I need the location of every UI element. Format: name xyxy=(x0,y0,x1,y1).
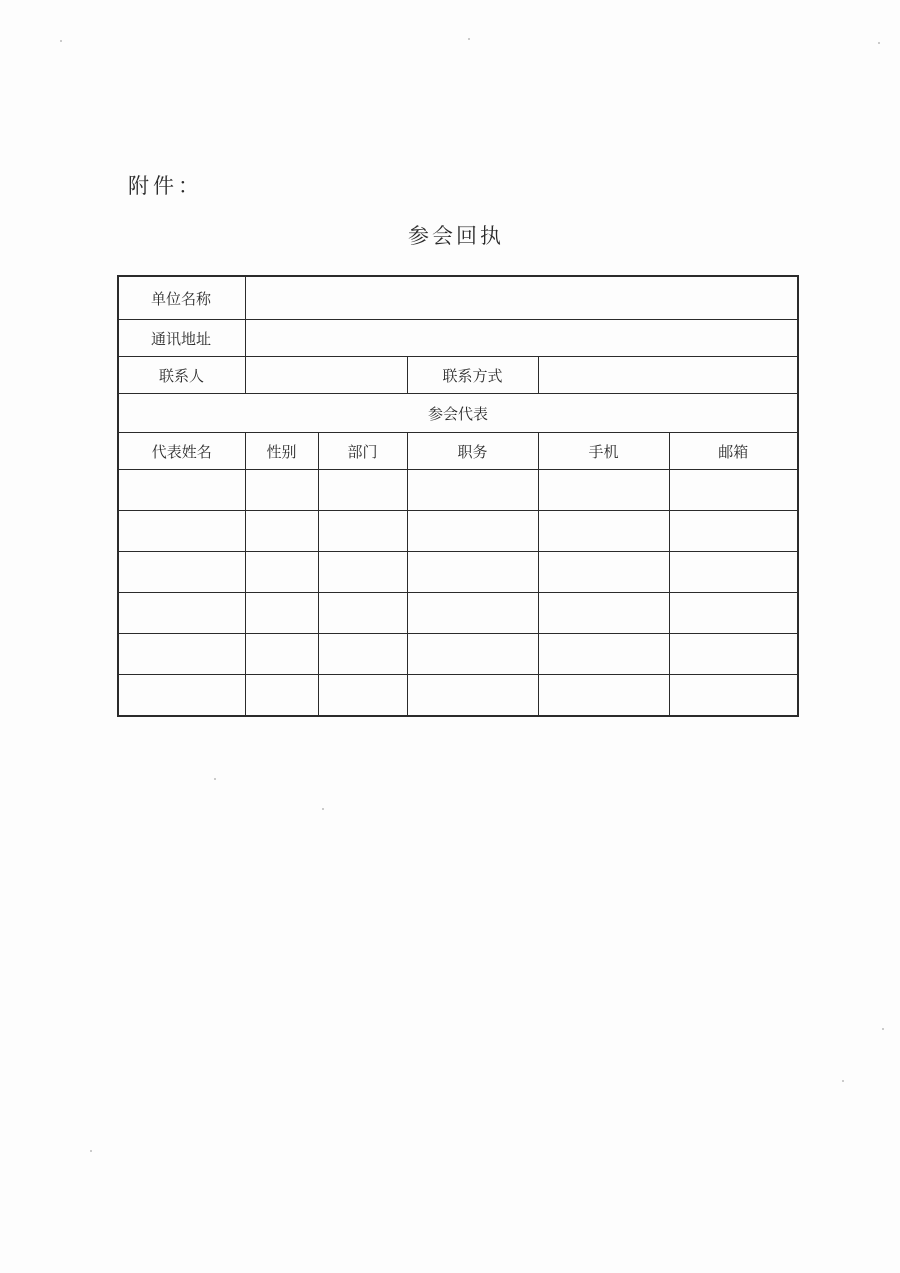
scan-speck xyxy=(878,42,880,44)
cell-email[interactable] xyxy=(669,470,798,511)
unit-name-row xyxy=(118,276,798,320)
address-label: 通讯地址 xyxy=(118,320,245,357)
cell-gender[interactable] xyxy=(245,511,318,552)
cell-department[interactable] xyxy=(318,552,407,593)
cell-position[interactable] xyxy=(407,593,538,634)
table-row xyxy=(118,634,798,675)
cell-mobile[interactable] xyxy=(538,634,669,675)
cell-position[interactable] xyxy=(407,470,538,511)
cell-gender[interactable] xyxy=(245,593,318,634)
cell-gender[interactable] xyxy=(245,552,318,593)
cell-email[interactable] xyxy=(669,593,798,634)
table-row xyxy=(118,552,798,593)
table-row xyxy=(118,675,798,717)
contact-person-label: 联系人 xyxy=(118,357,245,394)
scan-speck xyxy=(882,1028,884,1030)
cell-position[interactable] xyxy=(407,634,538,675)
receipt-form-table xyxy=(117,275,799,717)
document-title: 参会回执 xyxy=(408,224,504,248)
column-header-email: 邮箱 xyxy=(669,433,798,470)
contact-row xyxy=(118,357,798,394)
cell-department[interactable] xyxy=(318,511,407,552)
cell-mobile[interactable] xyxy=(538,511,669,552)
cell-position[interactable] xyxy=(407,675,538,717)
table-row xyxy=(118,593,798,634)
cell-mobile[interactable] xyxy=(538,593,669,634)
cell-name[interactable] xyxy=(118,593,245,634)
table-row xyxy=(118,511,798,552)
cell-mobile[interactable] xyxy=(538,552,669,593)
unit-name-label: 单位名称 xyxy=(118,276,245,320)
address-row xyxy=(118,320,798,357)
cell-name[interactable] xyxy=(118,552,245,593)
representatives-section-title: 参会代表 xyxy=(118,394,798,433)
cell-position[interactable] xyxy=(407,511,538,552)
column-header-name: 代表姓名 xyxy=(118,433,245,470)
cell-name[interactable] xyxy=(118,675,245,717)
cell-mobile[interactable] xyxy=(538,675,669,717)
contact-method-field[interactable] xyxy=(538,357,798,394)
column-header-gender: 性别 xyxy=(245,433,318,470)
cell-department[interactable] xyxy=(318,634,407,675)
column-header-department: 部门 xyxy=(318,433,407,470)
contact-person-field[interactable] xyxy=(245,357,407,394)
cell-department[interactable] xyxy=(318,593,407,634)
cell-name[interactable] xyxy=(118,634,245,675)
attachment-label: 附件： xyxy=(128,174,203,198)
cell-position[interactable] xyxy=(407,552,538,593)
scan-speck xyxy=(842,1080,844,1082)
cell-name[interactable] xyxy=(118,511,245,552)
cell-gender[interactable] xyxy=(245,470,318,511)
scan-speck xyxy=(214,778,216,780)
scan-speck xyxy=(468,38,470,40)
cell-department[interactable] xyxy=(318,675,407,717)
representatives-header-row xyxy=(118,433,798,470)
column-header-mobile: 手机 xyxy=(538,433,669,470)
cell-email[interactable] xyxy=(669,634,798,675)
cell-gender[interactable] xyxy=(245,675,318,717)
cell-department[interactable] xyxy=(318,470,407,511)
contact-method-label: 联系方式 xyxy=(407,357,538,394)
address-field[interactable] xyxy=(245,320,798,357)
representatives-section-row xyxy=(118,394,798,433)
cell-email[interactable] xyxy=(669,511,798,552)
scan-speck xyxy=(90,1150,92,1152)
scan-speck xyxy=(322,808,324,810)
cell-email[interactable] xyxy=(669,675,798,717)
scan-speck xyxy=(60,40,62,42)
cell-gender[interactable] xyxy=(245,634,318,675)
unit-name-field[interactable] xyxy=(245,276,798,320)
cell-name[interactable] xyxy=(118,470,245,511)
column-header-position: 职务 xyxy=(407,433,538,470)
table-row xyxy=(118,470,798,511)
cell-mobile[interactable] xyxy=(538,470,669,511)
cell-email[interactable] xyxy=(669,552,798,593)
